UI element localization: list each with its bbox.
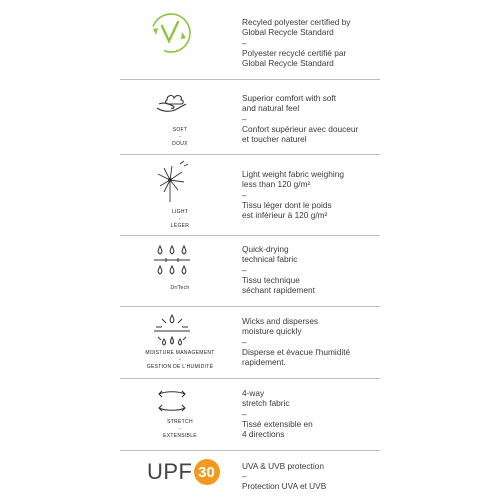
caption-soft-fr: DOUX <box>172 141 188 147</box>
feature-upf-en-1: UVA & UVB protection <box>242 461 324 471</box>
caption-soft <box>120 127 240 148</box>
feature-recycled-en-2: Global Recycle Standard <box>242 27 334 38</box>
feature-stretch-fr-2: 4 directions <box>242 428 285 439</box>
separator: – <box>242 113 247 124</box>
feature-recycled-fr-1: Polyester recyclé certifié par <box>242 47 347 58</box>
separator: – <box>242 471 247 482</box>
divider <box>120 79 380 80</box>
caption-stretch-en: STRETCH <box>167 419 193 425</box>
recycle-icon <box>148 10 194 56</box>
caption-separator: - <box>179 357 181 363</box>
caption-light <box>120 209 240 230</box>
soft-hand-icon <box>155 90 189 116</box>
caption-dritech <box>120 285 240 292</box>
feature-recycled-en-1: Recyled polyester certified by <box>242 17 351 27</box>
stretch-arrows-icon <box>156 388 188 414</box>
separator: – <box>242 336 247 347</box>
feature-moisture-fr-2: rapidement. <box>242 356 286 367</box>
feature-light-fr-2: est inférieur à 120 g/m² <box>242 209 328 220</box>
feature-dritech-en-1: Quick-drying <box>242 244 289 254</box>
divider <box>120 450 380 451</box>
caption-stretch-fr: EXTENSIBLE <box>163 433 197 439</box>
separator: – <box>242 189 247 200</box>
separator: – <box>242 408 247 419</box>
upf-label: UPF <box>147 459 193 484</box>
caption-dritech-en: DriTech <box>170 285 190 291</box>
feature-stretch-en-1: 4-way <box>242 388 265 398</box>
caption-moisture-en: MOISTURE MANAGEMENT <box>145 350 215 356</box>
feature-dritech-fr-1: Tissu technique <box>242 274 300 285</box>
feature-moisture-en-1: Wicks and disperses <box>242 316 319 326</box>
separator: – <box>242 264 247 275</box>
divider <box>120 154 380 155</box>
upf-30-badge <box>147 459 220 485</box>
feature-upf-fr-1: Protection UVA et UVB <box>242 481 327 492</box>
feature-moisture-en-2: moisture quickly <box>242 326 302 337</box>
feature-light-en-2: less than 120 g/m² <box>242 179 311 190</box>
water-drops-icon <box>152 244 192 278</box>
feature-recycled-fr-2: Global Recycle Standard <box>242 57 334 68</box>
feature-soft-fr-2: et toucher naturel <box>242 133 307 144</box>
feature-stretch-text <box>242 388 382 439</box>
feature-stretch-fr-1: Tissé extensible en <box>242 418 313 429</box>
divider <box>120 306 380 307</box>
feature-stretch-en-2: stretch fabric <box>242 398 290 409</box>
feature-soft-en-2: and natural feel <box>242 103 300 114</box>
feature-soft-fr-1: Confort supérieur avec douceur <box>242 123 359 134</box>
feature-moisture-text <box>242 316 382 367</box>
caption-separator: - <box>179 216 181 222</box>
feature-moisture-fr-1: Disperse et évacue l'humidité <box>242 346 351 357</box>
upf-number: 30 <box>194 459 220 485</box>
feature-soft-text <box>242 93 382 144</box>
separator: – <box>242 37 247 48</box>
feature-soft-en-1: Superior comfort with soft <box>242 93 337 103</box>
caption-moisture-fr: GESTION DE L'HUMIDITÉ <box>146 364 214 370</box>
feature-dritech-text <box>242 244 382 295</box>
moisture-icon <box>152 313 192 347</box>
feature-dritech-en-2: technical fabric <box>242 254 298 265</box>
feature-recycled-text <box>242 17 382 68</box>
feature-light-fr-1: Tissu léger dont le poids <box>242 199 332 210</box>
divider <box>120 378 380 379</box>
feature-upf-text <box>242 461 382 492</box>
divider <box>120 235 380 236</box>
caption-separator: - <box>179 134 181 140</box>
caption-moisture <box>120 350 240 371</box>
feature-light-text <box>242 169 382 220</box>
feature-dritech-fr-2: séchant rapidement <box>242 284 315 295</box>
caption-light-fr: LÉGER <box>170 223 190 229</box>
caption-light-en: LIGHT <box>171 209 189 215</box>
caption-stretch <box>120 419 240 440</box>
caption-separator: - <box>179 426 181 432</box>
dandelion-icon <box>154 160 190 204</box>
caption-soft-en: SOFT <box>172 127 188 133</box>
feature-light-en-1: Light weight fabric weighing <box>242 169 344 179</box>
